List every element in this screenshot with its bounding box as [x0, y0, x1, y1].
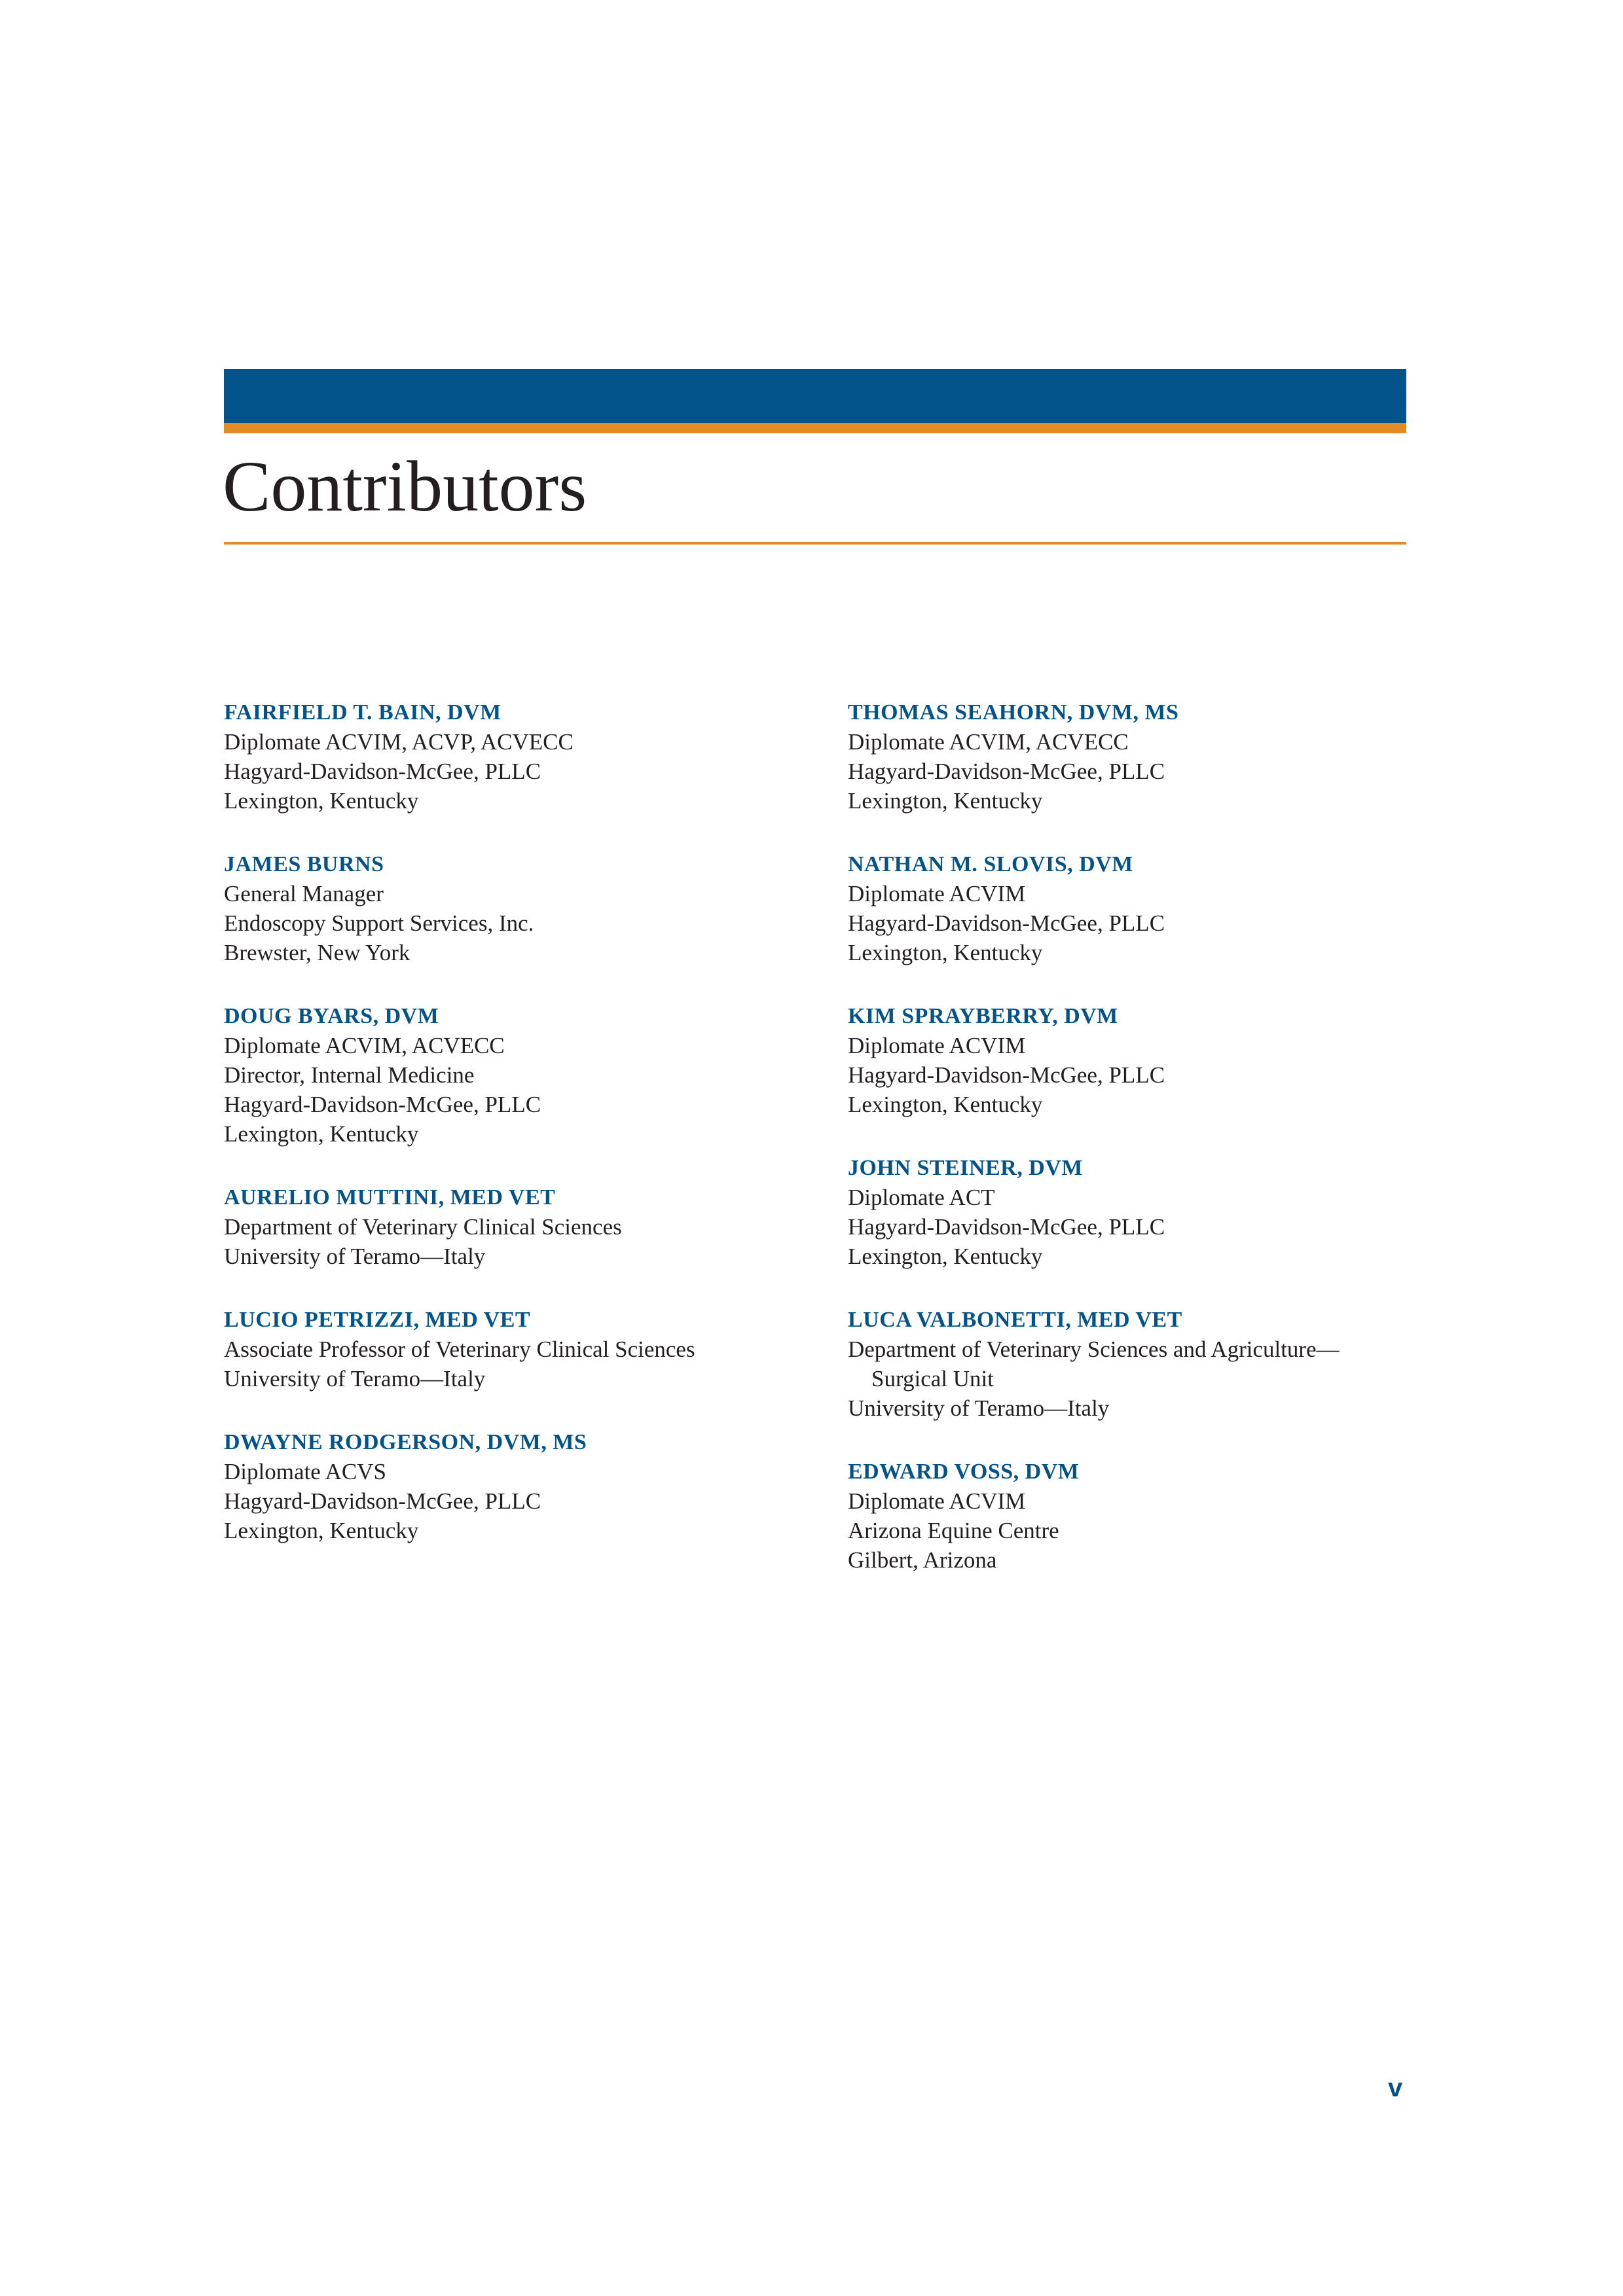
contributor-name: JOHN STEINER, DVM — [848, 1156, 1083, 1180]
contributor-affiliation-line: University of Teramo—Italy — [224, 1366, 486, 1391]
contributor-name: DWAYNE RODGERSON, DVM, MS — [224, 1430, 587, 1454]
contributor-affiliation-line: Lexington, Kentucky — [848, 1092, 1043, 1117]
contributor-entry — [848, 698, 1437, 816]
contributor-affiliation-line: Diplomate ACVIM, ACVECC — [848, 729, 1129, 755]
contributor-name: KIM SPRAYBERRY, DVM — [848, 1004, 1118, 1028]
contributor-entry — [848, 1001, 1437, 1119]
page-title: Contributors — [223, 446, 587, 526]
contributor-name: LUCIO PETRIZZI, MED VET — [224, 1308, 531, 1332]
header-blue-bar — [224, 369, 1406, 423]
contributor-name: THOMAS SEAHORN, DVM, MS — [848, 700, 1179, 725]
contributor-affiliation-line: Hagyard-Davidson-McGee, PLLC — [224, 1092, 541, 1117]
contributor-affiliation-line: Diplomate ACVIM — [848, 881, 1026, 906]
contributors-left-column — [224, 698, 813, 1579]
contributor-entry — [848, 850, 1437, 967]
contributor-affiliation-line: Department of Veterinary Clinical Sciences — [224, 1214, 622, 1240]
contributor-affiliation-line: Associate Professor of Veterinary Clinical Sciences — [224, 1336, 695, 1362]
contributor-affiliation-line: Diplomate ACT — [848, 1185, 995, 1210]
contributor-affiliation-line: Hagyard-Davidson-McGee, PLLC — [848, 910, 1165, 936]
contributor-entry — [224, 698, 813, 816]
contributor-entry — [848, 1305, 1437, 1423]
contributor-affiliation-line: Diplomate ACVS — [224, 1459, 386, 1484]
contributor-affiliation-line: Hagyard-Davidson-McGee, PLLC — [848, 1214, 1165, 1240]
contributor-affiliation-line: Lexington, Kentucky — [848, 1244, 1043, 1269]
contributor-affiliation-line: Lexington, Kentucky — [224, 1121, 419, 1147]
contributor-name: EDWARD VOSS, DVM — [848, 1460, 1080, 1484]
contributor-name: DOUG BYARS, DVM — [224, 1004, 439, 1028]
contributor-affiliation-line: Diplomate ACVIM, ACVECC — [224, 1033, 505, 1058]
contributor-affiliation-line: General Manager — [224, 881, 384, 906]
contributor-entry — [848, 1457, 1437, 1575]
contributor-affiliation-line: Endoscopy Support Services, Inc. — [224, 910, 534, 936]
contributor-entry — [224, 1183, 813, 1271]
contributor-affiliation-line: Arizona Equine Centre — [848, 1518, 1059, 1543]
contributor-affiliation-line: Hagyard-Davidson-McGee, PLLC — [224, 1488, 541, 1514]
contributor-entry — [224, 850, 813, 967]
contributor-affiliation-line: Surgical Unit — [871, 1366, 994, 1391]
contributor-affiliation-line: Department of Veterinary Sciences and Agriculture— — [848, 1336, 1340, 1362]
contributor-affiliation-line: University of Teramo—Italy — [224, 1244, 486, 1269]
contributor-name: JAMES BURNS — [224, 852, 384, 876]
contributor-affiliation-line: Gilbert, Arizona — [848, 1547, 997, 1573]
contributor-entry — [848, 1153, 1437, 1271]
contributor-entry — [224, 1001, 813, 1149]
contributors-right-column — [848, 698, 1437, 1609]
contributor-affiliation-line: Diplomate ACVIM, ACVP, ACVECC — [224, 729, 574, 755]
header-orange-stripe — [224, 423, 1406, 433]
contributor-entry — [224, 1427, 813, 1545]
contributor-affiliation-line: Hagyard-Davidson-McGee, PLLC — [224, 759, 541, 784]
contributor-affiliation-line: Hagyard-Davidson-McGee, PLLC — [848, 759, 1165, 784]
contributor-affiliation-line: Lexington, Kentucky — [848, 940, 1043, 965]
contributor-affiliation-line: University of Teramo—Italy — [848, 1395, 1110, 1421]
contributor-name: NATHAN M. SLOVIS, DVM — [848, 852, 1133, 876]
contributor-affiliation-line: Brewster, New York — [224, 940, 410, 965]
contributor-name: AURELIO MUTTINI, MED VET — [224, 1185, 556, 1210]
contributor-affiliation-line: Lexington, Kentucky — [848, 788, 1043, 814]
contributor-name: LUCA VALBONETTI, MED VET — [848, 1308, 1182, 1332]
page-number: v — [1388, 2073, 1403, 2102]
contributor-affiliation-line: Hagyard-Davidson-McGee, PLLC — [848, 1062, 1165, 1088]
contributor-affiliation-line: Director, Internal Medicine — [224, 1062, 475, 1088]
contributor-affiliation-line: Diplomate ACVIM — [848, 1488, 1026, 1514]
title-underline-rule — [224, 542, 1406, 545]
contributor-affiliation-line: Lexington, Kentucky — [224, 1518, 419, 1543]
contributor-entry — [224, 1305, 813, 1393]
contributor-affiliation-line: Lexington, Kentucky — [224, 788, 419, 814]
contributor-affiliation-line: Diplomate ACVIM — [848, 1033, 1026, 1058]
contributor-name: FAIRFIELD T. BAIN, DVM — [224, 700, 501, 725]
